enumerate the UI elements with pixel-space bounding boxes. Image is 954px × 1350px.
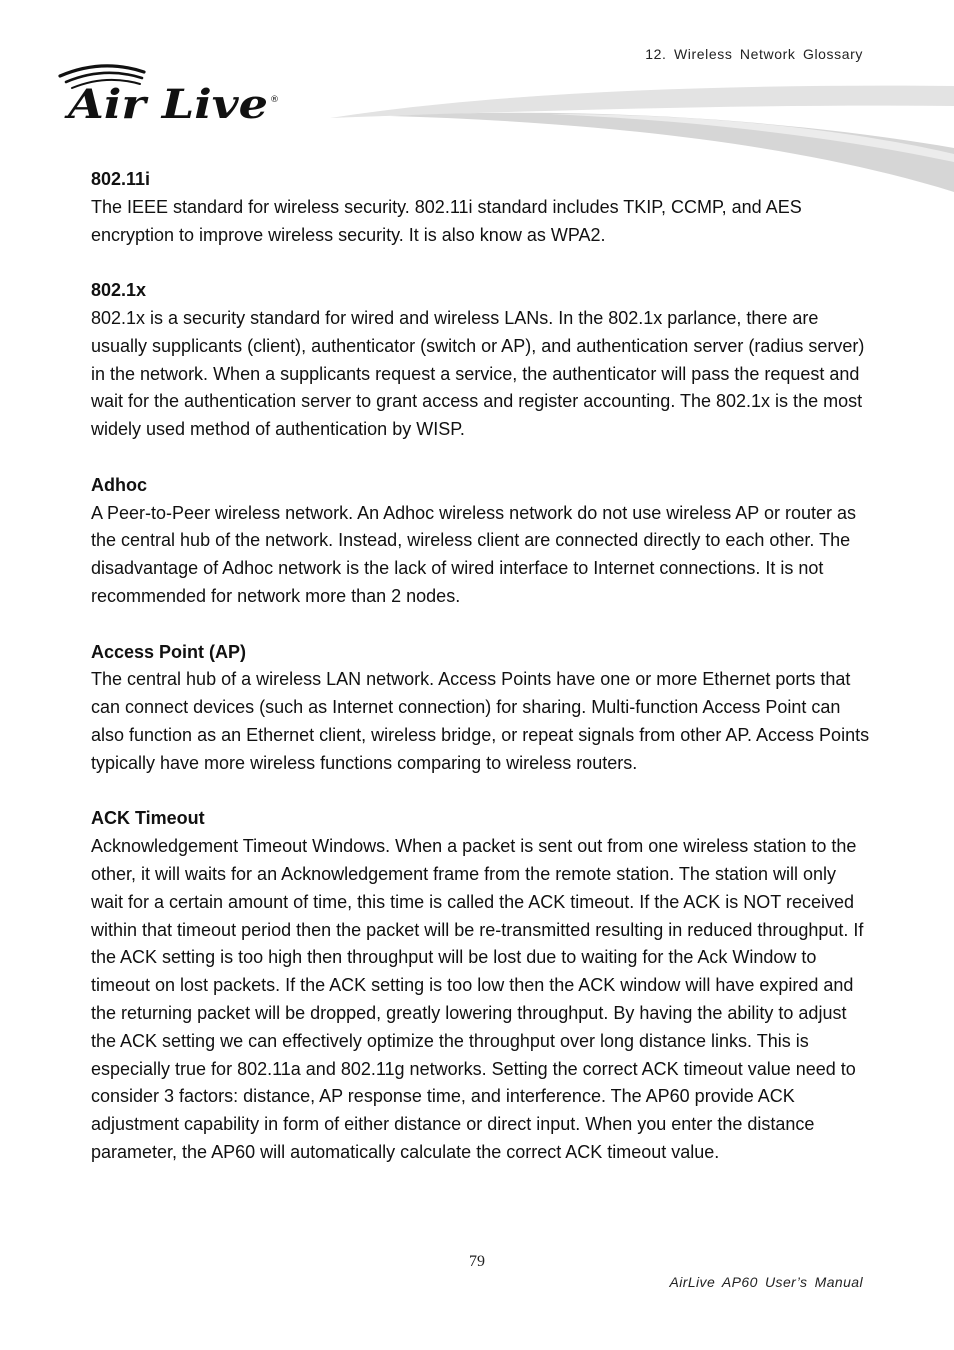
glossary-entry-802-1x	[91, 277, 871, 444]
chapter-title: 12. Wireless Network Glossary	[645, 46, 863, 62]
glossary-definition: A Peer-to-Peer wireless network. An Adhoc wireless network do not use wireless AP or router as the central hub of the network. Instead, wireless client are connected directly to each other. The disadvantage of Adhoc network is the lack of wired interface to Internet connections. It is not recommended for network more than 2 nodes.	[91, 502, 857, 606]
glossary-entry-access-point	[91, 639, 871, 778]
glossary-term: 802.1x	[91, 280, 147, 301]
glossary-entry-adhoc	[91, 472, 871, 611]
glossary-term: Adhoc	[91, 474, 147, 495]
glossary-definition: 802.1x is a security standard for wired and wireless LANs. In the 802.1x parlance, there are usually supplicants (client), authenticator (switch or AP), and authentication server (radius server) in the network. When a supplicants request a service, the authenticator will pass the request and wait for the authentication server to grant access and register accounting. The 802.1x is the most widely used method of authentication by WISP.	[91, 307, 865, 440]
glossary-term: Access Point (AP)	[91, 641, 247, 662]
glossary-entry-802-11i	[91, 166, 871, 249]
airlive-logo	[52, 58, 292, 126]
glossary-entry-ack-timeout	[91, 805, 871, 1166]
glossary-definition: Acknowledgement Timeout Windows. When a packet is sent out from one wireless station to the other, it will waits for an Acknowledgement frame from the remote station. The station will only wait for a certain amount of time, this time is called the ACK timeout. If the ACK is NOT received within that timeout period then the packet will be re-transmitted resulting in reduced throughput. If the ACK setting is too high then throughput will be lost due to waiting for the Ack Window to timeout on lost packets. If the ACK setting is too low then the ACK window will have expired and the returning packet will be dropped, greatly lowering throughput. By having the ability to adjust the ACK setting we can effectively optimize the throughput over long distance links. This is especially true for 802.11a and 802.11g networks. Setting the correct ACK timeout value need to consider 3 factors: distance, AP response time, and interference. The AP60 provide ACK adjustment capability in form of either distance or direct input. When you enter the distance parameter, the AP60 will automatically calculate the correct ACK timeout value.	[91, 836, 864, 1162]
glossary-definition: The central hub of a wireless LAN network. Access Points have one or more Ethernet ports that can connect devices (such as Internet connection) for sharing. Multi-function Access Point can also function as an Ethernet client, wireless bridge, or repeat signals from other AP. Access Points typically have more wireless functions comparing to wireless routers.	[91, 669, 870, 773]
manual-title: AirLive AP60 User’s Manual	[669, 1274, 863, 1290]
glossary-definition: The IEEE standard for wireless security. 802.11i standard includes TKIP, CCMP, and AES encryption to improve wireless security. It is also know as WPA2.	[91, 196, 802, 245]
glossary-term: ACK Timeout	[91, 808, 205, 829]
page-number: 79	[469, 1253, 485, 1270]
registered-mark: ®	[270, 95, 279, 105]
glossary-term: 802.11i	[91, 169, 151, 189]
glossary-content	[91, 166, 871, 1194]
logo-wordmark: Air Live	[63, 81, 269, 126]
